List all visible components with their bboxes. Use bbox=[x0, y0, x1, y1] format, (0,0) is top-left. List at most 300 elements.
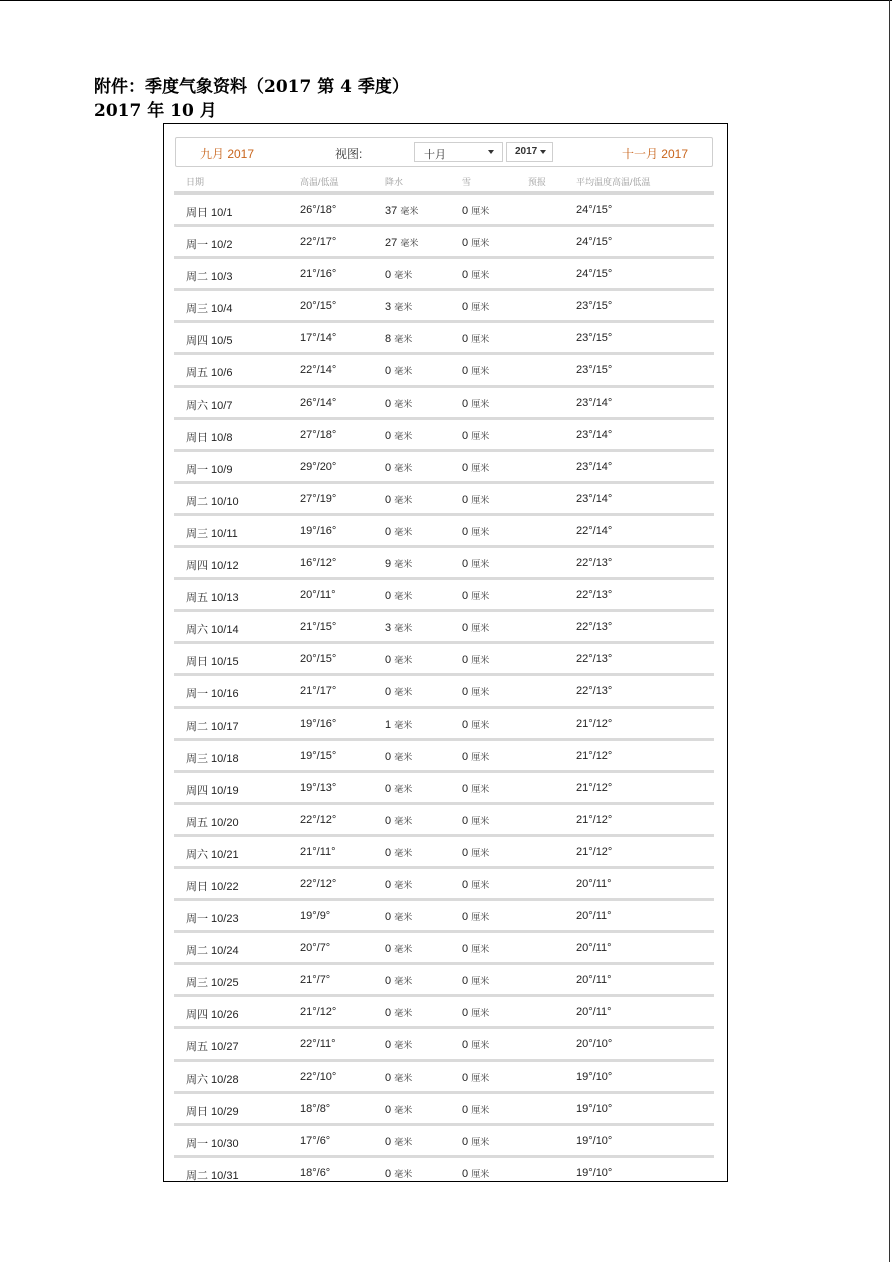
rain-value: 0 bbox=[385, 911, 392, 924]
cell-date: 周日 10/8 bbox=[186, 431, 233, 444]
cell-snow bbox=[462, 782, 489, 795]
rain-unit: 毫米 bbox=[394, 334, 413, 345]
cell-temp: 19°/15° bbox=[300, 749, 337, 762]
snow-unit: 厘米 bbox=[471, 655, 490, 666]
cell-temp: 21°/11° bbox=[300, 845, 336, 858]
cell-date: 周六 10/14 bbox=[186, 624, 239, 637]
rain-value: 0 bbox=[385, 846, 392, 859]
snow-value: 0 bbox=[462, 911, 469, 924]
cell-snow bbox=[462, 364, 489, 377]
cell-rain bbox=[385, 236, 418, 249]
cell-snow bbox=[462, 300, 489, 313]
snow-unit: 厘米 bbox=[471, 398, 490, 409]
cell-temp: 19°/9° bbox=[300, 910, 331, 923]
cell-average: 21°/12° bbox=[576, 845, 613, 858]
cell-snow bbox=[462, 589, 489, 602]
cell-date: 周三 10/4 bbox=[186, 303, 233, 316]
cell-rain bbox=[385, 332, 412, 345]
cell-average: 23°/15° bbox=[576, 300, 613, 313]
cell-date: 周四 10/26 bbox=[186, 1009, 239, 1022]
cell-temp: 21°/7° bbox=[300, 974, 331, 987]
snow-unit: 厘米 bbox=[471, 206, 490, 216]
snow-unit: 厘米 bbox=[471, 334, 490, 345]
snow-value: 0 bbox=[462, 397, 469, 410]
cell-snow bbox=[462, 621, 489, 634]
snow-value: 0 bbox=[462, 1007, 469, 1020]
cell-average: 20°/11° bbox=[576, 910, 612, 923]
cell-rain bbox=[385, 204, 418, 217]
rain-value: 0 bbox=[385, 1039, 392, 1052]
cell-temp: 22°/12° bbox=[300, 877, 337, 890]
snow-unit: 厘米 bbox=[471, 494, 490, 505]
cell-temp: 26°/14° bbox=[300, 396, 337, 409]
cell-snow bbox=[462, 910, 489, 923]
snow-unit: 厘米 bbox=[471, 591, 490, 602]
rain-value: 0 bbox=[385, 1167, 392, 1180]
month-select[interactable] bbox=[414, 142, 503, 162]
snow-value: 0 bbox=[462, 429, 469, 442]
cell-date: 周五 10/13 bbox=[186, 592, 239, 605]
table-header bbox=[174, 175, 714, 189]
cell-date: 周四 10/5 bbox=[186, 335, 233, 348]
weather-table-body bbox=[174, 195, 714, 1182]
snow-value: 0 bbox=[462, 493, 469, 506]
cell-snow bbox=[462, 1167, 489, 1180]
cell-snow bbox=[462, 814, 489, 827]
snow-value: 0 bbox=[462, 461, 469, 474]
rain-unit: 毫米 bbox=[394, 719, 413, 730]
rain-unit: 毫米 bbox=[394, 912, 413, 923]
cell-temp: 18°/8° bbox=[300, 1102, 331, 1115]
cell-rain bbox=[385, 525, 412, 538]
cell-temp: 26°/18° bbox=[300, 204, 337, 216]
cell-average: 23°/14° bbox=[576, 396, 613, 409]
cell-temp: 21°/12° bbox=[300, 1006, 337, 1019]
cell-snow bbox=[462, 493, 489, 506]
rain-value: 0 bbox=[385, 750, 392, 763]
cell-average: 20°/11° bbox=[576, 942, 612, 955]
rain-value: 0 bbox=[385, 269, 392, 282]
cell-rain bbox=[385, 846, 412, 859]
cell-temp: 19°/13° bbox=[300, 781, 337, 794]
snow-value: 0 bbox=[462, 558, 469, 571]
cell-date: 周二 10/3 bbox=[186, 271, 233, 284]
year-select-value: 2017 bbox=[515, 146, 538, 157]
snow-value: 0 bbox=[462, 975, 469, 988]
snow-value: 0 bbox=[462, 718, 469, 731]
cell-date: 周六 10/21 bbox=[186, 848, 239, 861]
cell-average: 22°/13° bbox=[576, 621, 613, 634]
cell-date: 周二 10/10 bbox=[186, 495, 239, 508]
rain-unit: 毫米 bbox=[394, 462, 413, 473]
cell-snow bbox=[462, 1006, 489, 1019]
cell-date: 周四 10/12 bbox=[186, 560, 239, 573]
snow-value: 0 bbox=[462, 237, 469, 250]
cell-rain bbox=[385, 685, 412, 698]
table-row bbox=[174, 291, 714, 323]
cell-date: 周三 10/18 bbox=[186, 752, 239, 765]
table-row bbox=[174, 548, 714, 580]
cell-snow bbox=[462, 557, 489, 570]
cell-average: 24°/15° bbox=[576, 204, 613, 216]
cell-temp: 22°/14° bbox=[300, 364, 337, 377]
table-row bbox=[174, 516, 714, 548]
rain-unit: 毫米 bbox=[394, 494, 413, 505]
rain-unit: 毫米 bbox=[394, 270, 413, 281]
cell-rain bbox=[385, 782, 412, 795]
snow-unit: 厘米 bbox=[471, 783, 490, 794]
snow-value: 0 bbox=[462, 1135, 469, 1148]
cell-rain bbox=[385, 557, 412, 570]
snow-value: 0 bbox=[462, 1167, 469, 1180]
cell-date: 周一 10/23 bbox=[186, 913, 239, 926]
cell-rain bbox=[385, 750, 412, 763]
snow-value: 0 bbox=[462, 333, 469, 346]
cell-rain bbox=[385, 910, 412, 923]
cell-temp: 21°/17° bbox=[300, 685, 337, 698]
rain-unit: 毫米 bbox=[394, 944, 413, 955]
snow-unit: 厘米 bbox=[471, 847, 490, 858]
rain-value: 0 bbox=[385, 782, 392, 795]
cell-average: 23°/15° bbox=[576, 364, 613, 377]
snow-value: 0 bbox=[462, 590, 469, 603]
cell-average: 20°/11° bbox=[576, 877, 612, 890]
cell-date: 周二 10/31 bbox=[186, 1169, 239, 1182]
rain-value: 0 bbox=[385, 975, 392, 988]
year-select[interactable] bbox=[506, 142, 553, 162]
cell-date: 周三 10/25 bbox=[186, 977, 239, 990]
table-row bbox=[174, 997, 714, 1029]
rain-value: 0 bbox=[385, 1071, 392, 1084]
cell-rain bbox=[385, 718, 412, 731]
cell-date: 周日 10/15 bbox=[186, 656, 239, 669]
next-month-link[interactable]: 十一月 2017 bbox=[621, 147, 688, 161]
table-row bbox=[174, 901, 714, 933]
rain-unit: 毫米 bbox=[394, 559, 413, 570]
table-row bbox=[174, 355, 714, 387]
snow-value: 0 bbox=[462, 846, 469, 859]
table-row bbox=[174, 1062, 714, 1094]
cell-average: 22°/13° bbox=[576, 557, 613, 570]
cell-rain bbox=[385, 429, 412, 442]
table-row bbox=[174, 484, 714, 516]
rain-value: 0 bbox=[385, 943, 392, 956]
table-row bbox=[174, 195, 714, 227]
snow-unit: 厘米 bbox=[471, 1104, 490, 1115]
cell-snow bbox=[462, 204, 489, 217]
cell-temp: 19°/16° bbox=[300, 524, 337, 537]
rain-value: 0 bbox=[385, 814, 392, 827]
cell-date: 周二 10/17 bbox=[186, 720, 239, 733]
cell-rain bbox=[385, 268, 412, 281]
cell-average: 22°/13° bbox=[576, 685, 613, 698]
snow-unit: 厘米 bbox=[471, 302, 490, 313]
rain-unit: 毫米 bbox=[394, 751, 413, 762]
cell-temp: 20°/15° bbox=[300, 653, 337, 666]
cell-snow bbox=[462, 878, 489, 891]
cell-snow bbox=[462, 1103, 489, 1116]
cell-temp: 22°/10° bbox=[300, 1070, 337, 1083]
chevron-down-icon bbox=[540, 150, 546, 154]
cell-temp: 18°/6° bbox=[300, 1166, 331, 1179]
table-row bbox=[174, 259, 714, 291]
cell-snow bbox=[462, 846, 489, 859]
rain-value: 0 bbox=[385, 1103, 392, 1116]
rain-unit: 毫米 bbox=[394, 623, 413, 634]
cell-snow bbox=[462, 236, 489, 249]
cell-temp: 20°/15° bbox=[300, 300, 337, 313]
cell-snow bbox=[462, 268, 489, 281]
cell-temp: 17°/6° bbox=[300, 1134, 331, 1147]
cell-date: 周日 10/29 bbox=[186, 1105, 239, 1118]
cell-temp: 27°/18° bbox=[300, 428, 337, 441]
snow-unit: 厘米 bbox=[471, 623, 490, 634]
cell-rain bbox=[385, 1006, 412, 1019]
cell-average: 23°/14° bbox=[576, 492, 613, 505]
column-header-temp: 高温/低温 bbox=[300, 177, 339, 187]
column-header-snow: 雪 bbox=[462, 177, 472, 187]
column-header-rain: 降水 bbox=[385, 177, 404, 187]
rain-value: 0 bbox=[385, 1007, 392, 1020]
snow-unit: 厘米 bbox=[471, 366, 490, 377]
rain-unit: 毫米 bbox=[400, 238, 419, 249]
snow-value: 0 bbox=[462, 878, 469, 891]
cell-date: 周一 10/2 bbox=[186, 239, 233, 252]
rain-value: 0 bbox=[385, 1135, 392, 1148]
snow-unit: 厘米 bbox=[471, 751, 490, 762]
cell-date: 周日 10/22 bbox=[186, 880, 239, 893]
rain-unit: 毫米 bbox=[394, 879, 413, 890]
rain-unit: 毫米 bbox=[394, 366, 413, 377]
table-row bbox=[174, 1029, 714, 1061]
cell-snow bbox=[462, 1038, 489, 1051]
rain-unit: 毫米 bbox=[394, 687, 413, 698]
snow-value: 0 bbox=[462, 301, 469, 314]
rain-value: 0 bbox=[385, 590, 392, 603]
snow-value: 0 bbox=[462, 782, 469, 795]
rain-value: 0 bbox=[385, 461, 392, 474]
cell-average: 21°/12° bbox=[576, 781, 613, 794]
snow-unit: 厘米 bbox=[471, 559, 490, 570]
table-row bbox=[174, 741, 714, 773]
cell-date: 周六 10/28 bbox=[186, 1073, 239, 1086]
snow-unit: 厘米 bbox=[471, 815, 490, 826]
cell-average: 23°/14° bbox=[576, 428, 613, 441]
table-row bbox=[174, 869, 714, 901]
rain-value: 0 bbox=[385, 429, 392, 442]
snow-value: 0 bbox=[462, 1071, 469, 1084]
cell-average: 23°/14° bbox=[576, 460, 613, 473]
rain-value: 0 bbox=[385, 878, 392, 891]
cell-rain bbox=[385, 974, 412, 987]
cell-average: 21°/12° bbox=[576, 749, 613, 762]
snow-value: 0 bbox=[462, 1103, 469, 1116]
table-row bbox=[174, 676, 714, 708]
rain-value: 0 bbox=[385, 365, 392, 378]
cell-rain bbox=[385, 621, 412, 634]
cell-snow bbox=[462, 942, 489, 955]
rain-unit: 毫米 bbox=[394, 302, 413, 313]
table-row bbox=[174, 933, 714, 965]
column-header-forecast: 预报 bbox=[528, 177, 547, 187]
snow-unit: 厘米 bbox=[471, 526, 490, 537]
prev-month-link[interactable]: 九月 2017 bbox=[200, 147, 255, 161]
snow-unit: 厘米 bbox=[471, 270, 490, 281]
cell-date: 周六 10/7 bbox=[186, 399, 233, 412]
rain-unit: 毫米 bbox=[394, 1040, 413, 1051]
cell-rain bbox=[385, 942, 412, 955]
cell-average: 20°/11° bbox=[576, 1006, 612, 1019]
snow-unit: 厘米 bbox=[471, 687, 490, 698]
rain-unit: 毫米 bbox=[394, 815, 413, 826]
rain-unit: 毫米 bbox=[394, 526, 413, 537]
rain-value: 3 bbox=[385, 301, 392, 314]
rain-value: 0 bbox=[385, 686, 392, 699]
table-row bbox=[174, 1126, 714, 1158]
view-label: 视图: bbox=[335, 147, 363, 161]
snow-value: 0 bbox=[462, 622, 469, 635]
weather-calendar-screenshot bbox=[163, 123, 728, 1182]
cell-snow bbox=[462, 653, 489, 666]
rain-value: 0 bbox=[385, 654, 392, 667]
table-row bbox=[174, 323, 714, 355]
document-subtitle: 2017 年 10 月 bbox=[94, 101, 217, 121]
cell-temp: 21°/15° bbox=[300, 621, 337, 634]
cell-temp: 22°/11° bbox=[300, 1038, 336, 1051]
table-row bbox=[174, 709, 714, 741]
snow-unit: 厘米 bbox=[471, 1136, 490, 1147]
cell-average: 19°/10° bbox=[576, 1134, 613, 1147]
snow-value: 0 bbox=[462, 365, 469, 378]
cell-rain bbox=[385, 1071, 412, 1084]
cell-temp: 20°/7° bbox=[300, 942, 331, 955]
cell-snow bbox=[462, 718, 489, 731]
cell-rain bbox=[385, 1038, 412, 1051]
snow-unit: 厘米 bbox=[471, 462, 490, 473]
cell-date: 周三 10/11 bbox=[186, 527, 238, 540]
rain-unit: 毫米 bbox=[394, 847, 413, 858]
column-header-average: 平均温度高温/低温 bbox=[576, 177, 651, 187]
cell-rain bbox=[385, 1135, 412, 1148]
cell-temp: 16°/12° bbox=[300, 557, 337, 570]
snow-unit: 厘米 bbox=[471, 719, 490, 730]
snow-value: 0 bbox=[462, 1039, 469, 1052]
snow-unit: 厘米 bbox=[471, 879, 490, 890]
snow-value: 0 bbox=[462, 654, 469, 667]
snow-value: 0 bbox=[462, 686, 469, 699]
cell-date: 周二 10/24 bbox=[186, 945, 239, 958]
cell-rain bbox=[385, 589, 412, 602]
rain-unit: 毫米 bbox=[394, 430, 413, 441]
cell-snow bbox=[462, 397, 489, 410]
cell-snow bbox=[462, 750, 489, 763]
rain-unit: 毫米 bbox=[394, 783, 413, 794]
rain-unit: 毫米 bbox=[394, 1072, 413, 1083]
cell-average: 19°/10° bbox=[576, 1102, 613, 1115]
cell-temp: 29°/20° bbox=[300, 460, 337, 473]
cell-date: 周五 10/20 bbox=[186, 816, 239, 829]
cell-snow bbox=[462, 974, 489, 987]
cell-snow bbox=[462, 1135, 489, 1148]
cell-temp: 22°/17° bbox=[300, 236, 337, 249]
chevron-down-icon bbox=[488, 150, 494, 154]
cell-average: 19°/10° bbox=[576, 1166, 613, 1179]
cell-temp: 21°/16° bbox=[300, 268, 337, 281]
cell-date: 周日 10/1 bbox=[186, 207, 233, 219]
snow-value: 0 bbox=[462, 750, 469, 763]
cell-average: 22°/14° bbox=[576, 524, 613, 537]
page-edge-right bbox=[889, 0, 890, 1262]
cell-date: 周五 10/27 bbox=[186, 1041, 239, 1054]
cell-temp: 19°/16° bbox=[300, 717, 337, 730]
cell-rain bbox=[385, 493, 412, 506]
cell-rain bbox=[385, 878, 412, 891]
table-row bbox=[174, 805, 714, 837]
cell-date: 周一 10/30 bbox=[186, 1137, 239, 1150]
month-select-value: 十月 bbox=[424, 149, 446, 161]
cell-snow bbox=[462, 1071, 489, 1084]
cell-snow bbox=[462, 685, 489, 698]
cell-date: 周一 10/9 bbox=[186, 463, 233, 476]
cell-average: 20°/11° bbox=[576, 974, 612, 987]
table-row bbox=[174, 837, 714, 869]
table-row bbox=[174, 1158, 714, 1182]
rain-unit: 毫米 bbox=[394, 1136, 413, 1147]
cell-snow bbox=[462, 429, 489, 442]
cell-average: 21°/12° bbox=[576, 813, 613, 826]
cell-rain bbox=[385, 814, 412, 827]
snow-unit: 厘米 bbox=[471, 1040, 490, 1051]
rain-value: 8 bbox=[385, 333, 392, 346]
cell-snow bbox=[462, 461, 489, 474]
cell-snow bbox=[462, 332, 489, 345]
cell-average: 22°/13° bbox=[576, 653, 613, 666]
table-row bbox=[174, 1094, 714, 1126]
table-row bbox=[174, 965, 714, 997]
cell-rain bbox=[385, 461, 412, 474]
rain-unit: 毫米 bbox=[400, 206, 419, 216]
column-header-date: 日期 bbox=[186, 177, 205, 187]
cell-date: 周五 10/6 bbox=[186, 367, 233, 380]
table-row bbox=[174, 612, 714, 644]
cell-date: 周一 10/16 bbox=[186, 688, 239, 701]
cell-date: 周四 10/19 bbox=[186, 784, 239, 797]
table-row bbox=[174, 773, 714, 805]
cell-average: 24°/15° bbox=[576, 236, 613, 249]
cell-rain bbox=[385, 653, 412, 666]
cell-rain bbox=[385, 300, 412, 313]
snow-unit: 厘米 bbox=[471, 912, 490, 923]
rain-value: 37 bbox=[385, 205, 398, 217]
snow-value: 0 bbox=[462, 943, 469, 956]
rain-unit: 毫米 bbox=[394, 1168, 413, 1179]
cell-temp: 27°/19° bbox=[300, 492, 337, 505]
rain-unit: 毫米 bbox=[394, 398, 413, 409]
cell-average: 22°/13° bbox=[576, 589, 613, 602]
rain-unit: 毫米 bbox=[394, 1008, 413, 1019]
snow-value: 0 bbox=[462, 525, 469, 538]
snow-value: 0 bbox=[462, 814, 469, 827]
snow-unit: 厘米 bbox=[471, 238, 490, 249]
table-row bbox=[174, 227, 714, 259]
page-edge-top bbox=[0, 0, 892, 1]
cell-rain bbox=[385, 397, 412, 410]
snow-unit: 厘米 bbox=[471, 944, 490, 955]
table-row bbox=[174, 644, 714, 676]
cell-average: 23°/15° bbox=[576, 332, 613, 345]
cell-rain bbox=[385, 1167, 412, 1180]
rain-unit: 毫米 bbox=[394, 1104, 413, 1115]
